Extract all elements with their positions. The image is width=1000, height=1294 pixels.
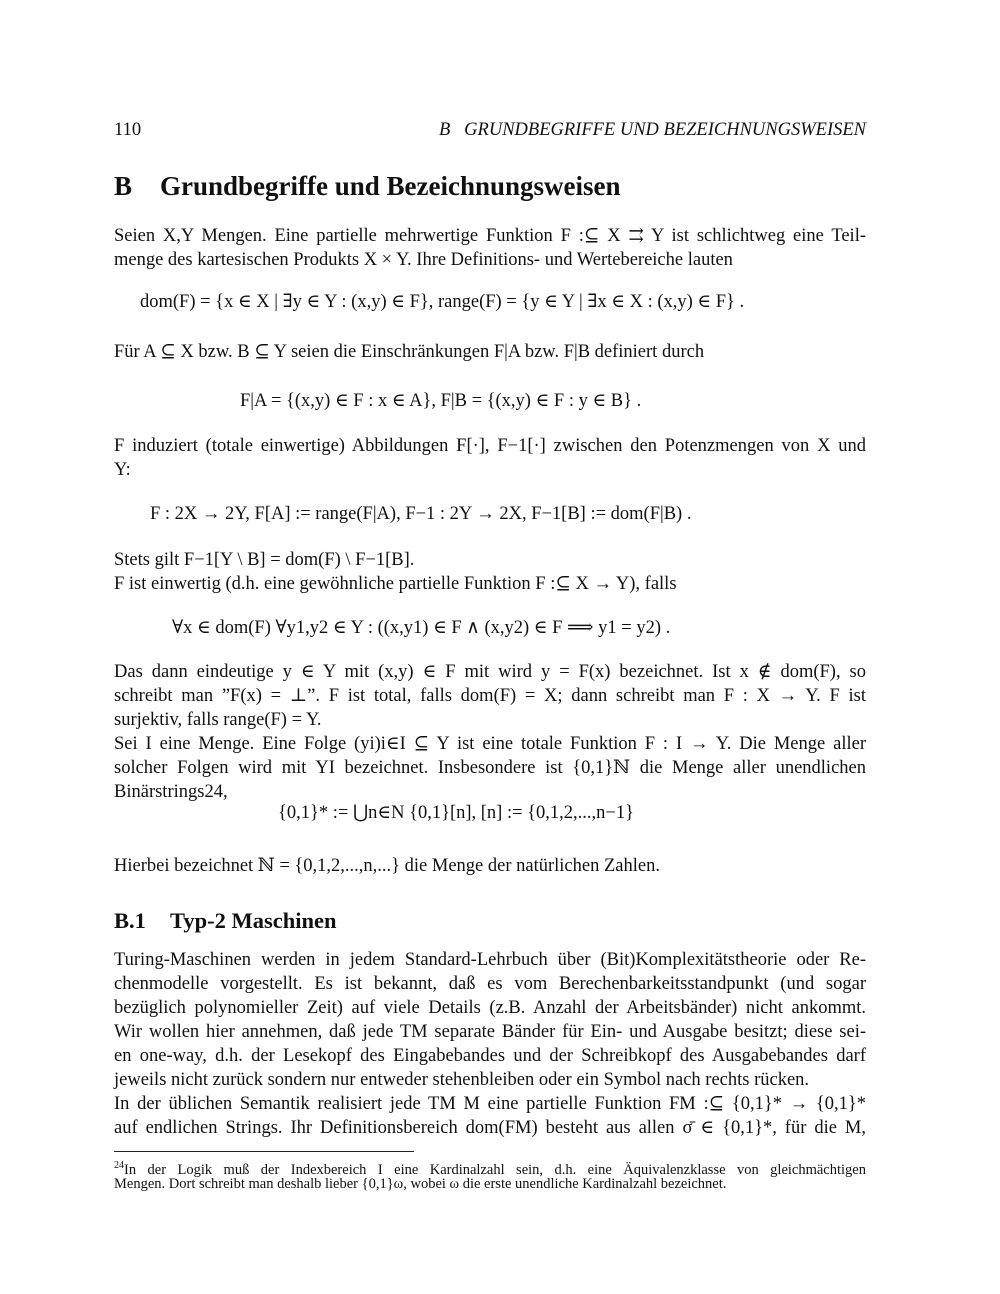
footnote-marker: 24: [114, 1160, 124, 1171]
body-line: chenmodelle vorgestellt. Es ist bekannt, daß es vom Berechenbarkeitsstandpunkt (und sogar: [114, 974, 866, 994]
body-line: Für A ⊆ X bzw. B ⊆ Y seien die Einschränkungen F|A bzw. F|B definiert durch: [114, 342, 705, 362]
body-line: solcher Folgen wird mit YI bezeichnet. Insbesondere ist {0,1}ℕ die Menge aller unendlichen: [114, 758, 866, 778]
section-title: Grundbegriffe und Bezeichnungsweisen: [160, 171, 621, 201]
body-line: menge des kartesischen Produkts X × Y. Ihre Definitions- und Wertebereiche lauten: [114, 250, 733, 270]
equation-dom-range: dom(F) = {x ∈ X | ∃y ∈ Y : (x,y) ∈ F}, range(F) = {y ∈ Y | ∃x ∈ X : (x,y) ∈ F} .: [140, 292, 745, 312]
equation-power-sets: F : 2X → 2Y, F[A] := range(F|A), F−1 : 2Y → 2X, F−1[B] := dom(F|B) .: [150, 504, 692, 524]
body-line: F ist einwertig (d.h. eine gewöhnliche partielle Funktion F :⊆ X → Y), falls: [114, 574, 677, 594]
footnote-line: Mengen. Dort schreibt man deshalb lieber {0,1}ω, wobei ω die erste unendliche Kardinalzahl bezeichnet.: [114, 1176, 727, 1192]
body-line: Turing-Maschinen werden in jedem Standard-Lehrbuch über (Bit)Komplexitätstheorie oder Re-: [114, 950, 866, 970]
page-number: 110: [114, 120, 142, 140]
body-line: In der üblichen Semantik realisiert jede TM M eine partielle Funktion FM :⊆ {0,1}* → {0,1}*: [114, 1094, 866, 1114]
body-line: jeweils nicht zurück sondern nur entweder stehenbleiben oder ein Symbol nach rechts rücken.: [114, 1070, 810, 1090]
body-line: en one-way, d.h. der Lesekopf des Eingabebandes und der Schreibkopf des Ausgabebandes darf: [114, 1046, 866, 1066]
body-line: Seien X,Y Mengen. Eine partielle mehrwertige Funktion F :⊆ X ⇉ Y ist schlichtweg eine Teil-: [114, 226, 866, 246]
body-line: schreibt man ”F(x) = ⊥”. F ist total, falls dom(F) = X; dann schreibt man F : X → Y. F ist: [114, 686, 866, 706]
footnote-text: In der Logik muß der Indexbereich I eine Kardinalzahl sein, d.h. eine Äquivalenzklasse von gleichmächtigen: [124, 1161, 866, 1178]
subsection-number: B.1: [114, 908, 146, 933]
equation-restrictions: F|A = {(x,y) ∈ F : x ∈ A}, F|B = {(x,y) ∈ F : y ∈ B} .: [240, 391, 642, 411]
body-line: bezüglich polynomieller Zeit) auf viele Details (z.B. Anzahl der Arbeitsbänder) nicht ankommt.: [114, 998, 866, 1018]
running-title: B GRUNDBEGRIFFE UND BEZEICHNUNGSWEISEN: [439, 120, 866, 140]
body-line: auf endlichen Strings. Ihr Definitionsbereich dom(FM) besteht aus allen σ̄ ∈ {0,1}*, für die M,: [114, 1118, 866, 1138]
body-line: F induziert (totale einwertige) Abbildungen F[·], F−1[·] zwischen den Potenzmengen von X und: [114, 436, 866, 456]
equation-single-valued: ∀x ∈ dom(F) ∀y1,y2 ∈ Y : ((x,y1) ∈ F ∧ (x,y2) ∈ F ⟹ y1 = y2) .: [172, 618, 671, 638]
section-number: B: [114, 171, 133, 201]
body-line-footnote-ref[interactable]: Binärstrings24,: [114, 782, 228, 802]
body-line: Hierbei bezeichnet ℕ = {0,1,2,...,n,...} die Menge der natürlichen Zahlen.: [114, 856, 660, 876]
body-line: Das dann eindeutige y ∈ Y mit (x,y) ∈ F mit wird y = F(x) bezeichnet. Ist x ∉ dom(F), so: [114, 662, 866, 682]
subsection-title: Typ-2 Maschinen: [170, 908, 337, 933]
body-line: Y:: [114, 460, 131, 480]
body-line: surjektiv, falls range(F) = Y.: [114, 710, 322, 730]
equation-finite-strings: {0,1}* := ⋃n∈N {0,1}[n], [n] := {0,1,2,...,n−1}: [278, 803, 634, 823]
footnote-rule: [114, 1151, 414, 1152]
body-line: Wir wollen hier annehmen, daß jede TM separate Bänder für Ein- und Ausgabe besitzt; diese sei-: [114, 1022, 866, 1042]
body-line: Stets gilt F−1[Y \ B] = dom(F) \ F−1[B].: [114, 550, 415, 570]
body-line: Sei I eine Menge. Eine Folge (yi)i∈I ⊆ Y ist eine totale Funktion F : I → Y. Die Menge aller: [114, 734, 866, 754]
